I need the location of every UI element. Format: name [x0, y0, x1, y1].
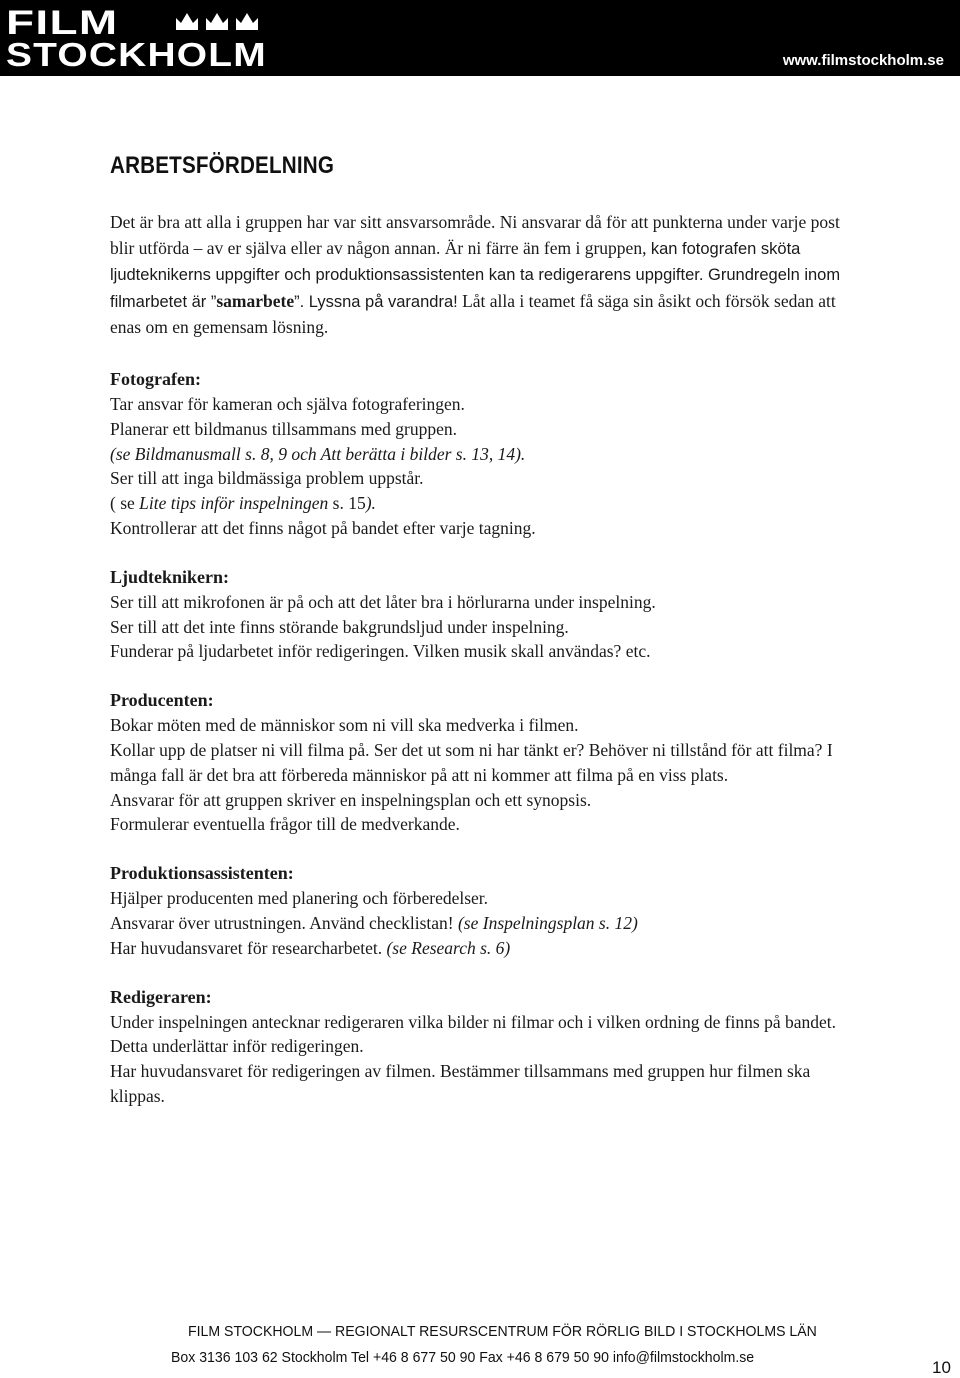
producenten-line: Formulerar eventuella frågor till de medverkande. [110, 814, 460, 835]
ref-part: Lite tips inför inspelningen [139, 493, 329, 514]
ref-part: ( se [110, 493, 140, 514]
section-producenten [110, 688, 850, 837]
three-crowns-icon [174, 10, 262, 32]
ref-part: ). [365, 493, 376, 514]
footer-organization: FILM STOCKHOLM — REGIONALT RESURSCENTRUM FÖR RÖRLIG BILD I STOCKHOLMS LÄN [188, 1323, 817, 1340]
section-redigeraren [110, 985, 850, 1109]
section-heading-ljudteknikern: Ljudteknikern: [110, 566, 230, 587]
fotografen-line: Planerar ett bildmanus tillsammans med gruppen. [110, 418, 458, 439]
section-heading-fotografen: Fotografen: [110, 368, 201, 389]
ref-part: s. 15 [328, 493, 366, 514]
ljudteknikern-line: Ser till att det inte finns störande bakgrundsljud under inspelning. [110, 616, 569, 637]
section-ljudteknikern [110, 565, 850, 664]
line-text: Ansvarar över utrustningen. Använd checklistan! [110, 912, 458, 933]
fotografen-line: Kontrollerar att det finns något på bandet efter varje tagning. [110, 517, 536, 538]
line-text: Har huvudansvaret för researcharbetet. [110, 937, 387, 958]
intro-text-2: kan fotografen sköta ljudteknikerns uppgifter och produktionsassistenten kan ta redigerarens uppgifter. Grundregeln inom filmarbetet är ” [110, 239, 841, 311]
line-reference: (se Research s. 6) [386, 937, 511, 958]
page-title: ARBETSFÖRDELNING [110, 152, 335, 179]
header-bar [0, 0, 960, 76]
ljudteknikern-line: Ser till att mikrofonen är på och att det låter bra i hörlurarna under inspelning. [110, 591, 656, 612]
intro-text-4: Låt alla i teamet få säga sin åsikt och försök sedan att enas om en gemensam lösning. [110, 290, 836, 338]
redigeraren-line: Har huvudansvaret för redigeringen av filmen. Bestämmer tillsammans med gruppen hur filmen ska klippas. [110, 1061, 811, 1106]
section-heading-produktionsassistenten: Produktionsassistenten: [110, 863, 294, 884]
logo-line-stockholm: STOCKHOLM [6, 36, 267, 73]
intro-bold-samarbete: samarbete [216, 290, 295, 311]
produktionsassistenten-line [110, 936, 850, 961]
fotografen-line: Tar ansvar för kameran och själva fotograferingen. [110, 393, 465, 414]
footer-contact: Box 3136 103 62 Stockholm Tel +46 8 677 50 90 Fax +46 8 679 50 90 info@filmstockholm.se [171, 1349, 755, 1366]
producenten-line: Bokar möten med de människor som ni vill ska medverka i filmen. [110, 715, 579, 736]
line-reference: (se Inspelningsplan s. 12) [457, 912, 638, 933]
fotografen-line: Ser till att inga bildmässiga problem uppstår. [110, 468, 424, 489]
producenten-line: Ansvarar för att gruppen skriver en inspelningsplan och ett synopsis. [110, 789, 592, 810]
film-stockholm-logo [6, 4, 267, 73]
section-produktionsassistenten [110, 861, 850, 960]
fotografen-reference: (se Bildmanusmall s. 8, 9 och Att berätta i bilder s. 13, 14). [110, 443, 526, 464]
website-link[interactable]: www.filmstockholm.se [782, 52, 944, 69]
intro-text-1: Det är bra att alla i gruppen har var sitt ansvarsområde. Ni ansvarar då för att punkterna under varje post blir utförda – av er själva eller av någon annan. Är ni färre än fem i gruppen, [110, 212, 840, 258]
section-heading-producenten: Producenten: [110, 690, 214, 711]
intro-paragraph [110, 210, 850, 341]
logo-line-film: FILM [6, 4, 119, 42]
intro-text-3: ”. Lyssna på varandra! [294, 292, 458, 311]
page-number: 10 [932, 1358, 951, 1377]
redigeraren-line: Under inspelningen antecknar redigeraren vilka bilder ni filmar och i vilken ordning de finns på bandet. Detta underlättar inför redigeringen. [110, 1011, 837, 1057]
producenten-line: Kollar upp de platser ni vill filma på. Ser det ut som ni har tänkt er? Behöver ni tillstånd för att filma? I många fall är det bra att förbereda människor på att ni kommer att filma på en viss plats. [110, 739, 833, 785]
ljudteknikern-line: Funderar på ljudarbetet inför redigeringen. Vilken musik skall användas? etc. [110, 641, 651, 662]
document-body [110, 210, 850, 1109]
produktionsassistenten-line [110, 911, 850, 936]
section-fotografen [110, 367, 850, 541]
section-heading-redigeraren: Redigeraren: [110, 986, 212, 1007]
fotografen-reference [110, 491, 850, 516]
produktionsassistenten-line: Hjälper producenten med planering och förberedelser. [110, 888, 489, 909]
